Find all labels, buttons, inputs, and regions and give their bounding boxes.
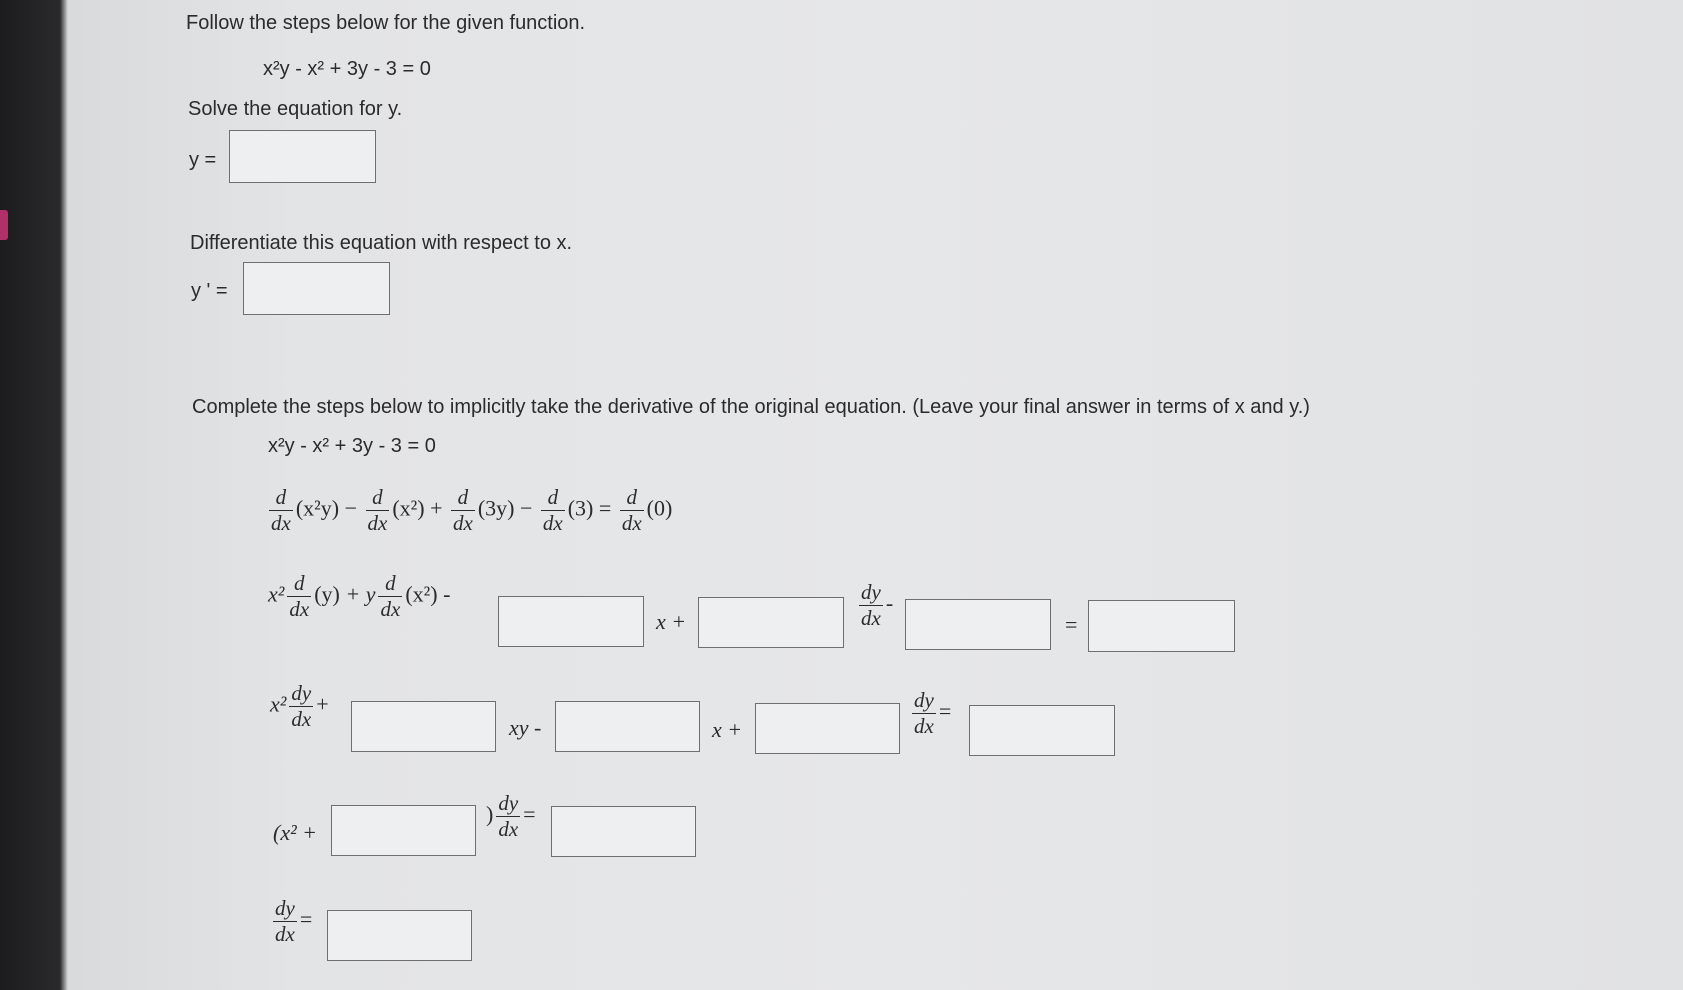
yprime-label: y ' = [191,280,228,302]
step3-input-2[interactable] [555,701,700,752]
y-label: y = [189,149,217,171]
dy-dx-fraction: $\frac{dy}{dx}$ - [861,580,894,630]
implicit-label: Complete the steps below to implicitly take the derivative of the original equation. (Leave your final answer in terms of x and y.) [192,396,1310,418]
step2-input-4[interactable] [1088,600,1235,652]
d-dx-fraction: $\frac{d}{dx}$ [380,571,401,621]
d-dx-fraction: $\frac{d}{dx}$ [367,485,388,535]
step4-dydx-term: ) $\frac{dy}{dx}$ = [486,791,536,841]
given-equation: x²y - x² + 3y - 3 = 0 [263,58,431,80]
original-equation: x²y - x² + 3y - 3 = 0 [268,435,436,457]
y-answer-input[interactable] [229,130,376,183]
differentiate-label: Differentiate this equation with respect to x. [190,232,573,254]
step2-input-2[interactable] [698,597,844,648]
step3-x-plus: x + [712,717,743,742]
yprime-answer-input[interactable] [243,262,390,315]
solve-label: Solve the equation for y. [188,98,403,120]
step4-input-2[interactable] [551,806,696,857]
step3-xy-minus: xy - [509,715,542,740]
instruction-text: Follow the steps below for the given function. [186,12,586,34]
step3-input-4[interactable] [969,705,1115,756]
derivative-setup-row: $\frac{d}{dx}$ (x²y) − $\frac{d}{dx}$ (x²) + $\frac{d}{dx}$ (3y) − $\frac{d}{dx}$ (3) = $\frac{d}{dx}$ (0) [271,485,673,535]
browser-side-tab [0,210,8,240]
step2-input-1[interactable] [498,596,644,647]
step2-x-plus: x + [656,609,687,634]
d-dx-fraction: $\frac{d}{dx}$ [621,485,642,535]
product-rule-expression: x² $\frac{d}{dx}$ (y) + y $\frac{d}{dx}$ (x²) - [268,571,451,621]
step4-open-paren: (x² + [273,820,318,845]
dy-dx-fraction: $\frac{dy}{dx}$ = [914,688,952,738]
step2-input-3[interactable] [905,599,1051,650]
final-dydx-input[interactable] [327,910,472,961]
step2-equals: = [1065,612,1078,637]
step3-input-1[interactable] [351,701,496,752]
final-dydx-label: $\frac{dy}{dx}$ = [275,896,313,946]
d-dx-fraction: $\frac{d}{dx}$ [453,485,473,535]
d-dx-fraction: $\frac{d}{dx}$ [289,571,310,621]
step4-input-1[interactable] [331,805,476,856]
x2-dydx-term: x² $\frac{dy}{dx}$ + [270,681,329,731]
d-dx-fraction: $\frac{d}{dx}$ [542,485,563,535]
d-dx-fraction: $\frac{d}{dx}$ [271,485,291,535]
step3-input-3[interactable] [755,703,900,754]
